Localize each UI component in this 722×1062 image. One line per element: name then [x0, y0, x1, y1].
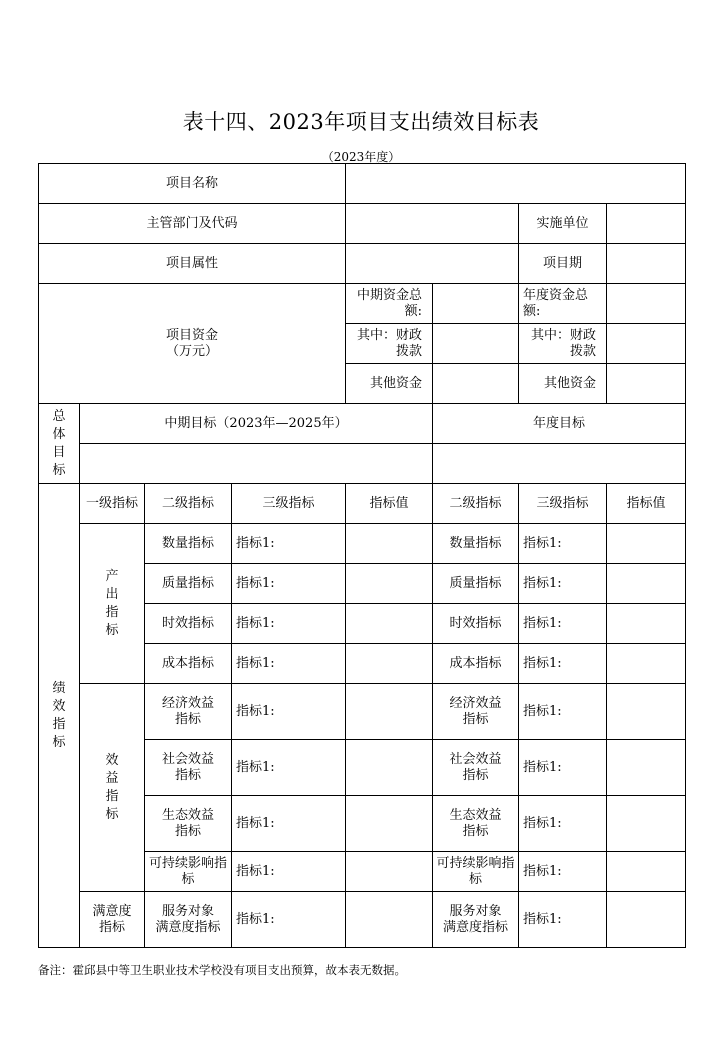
impl-unit-label: 实施单位 [519, 204, 607, 244]
value-cell [607, 644, 686, 684]
table-row [39, 892, 686, 948]
col-header: 二级指标 [433, 484, 519, 524]
col-header: 指标值 [346, 484, 433, 524]
l3-cell: 指标1: [519, 852, 607, 892]
l3-cell: 指标1: [519, 604, 607, 644]
l2-cell: 质量指标 [433, 564, 519, 604]
l3-cell: 指标1: [232, 564, 346, 604]
l2-cell: 服务对象 满意度指标 [433, 892, 519, 948]
mid-other-value [433, 364, 519, 404]
l2-cell: 成本指标 [433, 644, 519, 684]
page-title: 表十四、2023年项目支出绩效目标表 [182, 110, 540, 134]
perf-label: 绩效指标 [39, 484, 80, 948]
l3-cell: 指标1: [519, 644, 607, 684]
l2-cell: 经济效益 指标 [145, 684, 232, 740]
table-row [39, 524, 686, 564]
l3-cell: 指标1: [232, 796, 346, 852]
year-goal-value [433, 444, 686, 484]
l3-cell: 指标1: [232, 684, 346, 740]
dept-label: 主管部门及代码 [39, 204, 346, 244]
project-name-value [346, 164, 686, 204]
attr-value [346, 244, 519, 284]
year-goal-header: 年度目标 [433, 404, 686, 444]
value-cell [607, 740, 686, 796]
value-cell [346, 892, 433, 948]
l3-cell: 指标1: [232, 892, 346, 948]
value-cell [346, 684, 433, 740]
l2-cell: 可持续影响指 标 [145, 852, 232, 892]
l3-cell: 指标1: [519, 684, 607, 740]
year-other-label: 其他资金 [519, 364, 607, 404]
value-cell [346, 644, 433, 684]
col-header: 一级指标 [80, 484, 145, 524]
period-value [607, 244, 686, 284]
l2-cell: 数量指标 [145, 524, 232, 564]
mid-total-value [433, 284, 519, 324]
table-row [39, 444, 686, 484]
year-fiscal-value [607, 324, 686, 364]
l3-cell: 指标1: [232, 644, 346, 684]
l3-cell: 指标1: [519, 796, 607, 852]
l3-cell: 指标1: [232, 524, 346, 564]
l3-cell: 指标1: [232, 604, 346, 644]
table-row [39, 684, 686, 740]
impl-unit-value [607, 204, 686, 244]
satisfaction-label: 满意度 指标 [80, 892, 145, 948]
value-cell [607, 852, 686, 892]
funds-label [39, 284, 346, 404]
l2-cell: 社会效益 指标 [433, 740, 519, 796]
l2-cell: 可持续影响指 标 [433, 852, 519, 892]
funds-unit-text: （万元） [166, 343, 219, 359]
value-cell [607, 892, 686, 948]
value-cell [607, 564, 686, 604]
l2-cell: 经济效益 指标 [433, 684, 519, 740]
l2-cell: 生态效益 指标 [433, 796, 519, 852]
table-row [39, 404, 686, 444]
l3-cell: 指标1: [519, 892, 607, 948]
mid-total-label: 中期资金总额: [346, 284, 433, 324]
l2-cell: 成本指标 [145, 644, 232, 684]
l3-cell: 指标1: [519, 564, 607, 604]
performance-table [38, 163, 686, 948]
value-cell [607, 796, 686, 852]
table-row [39, 284, 686, 324]
l2-cell: 社会效益 指标 [145, 740, 232, 796]
l2-cell: 时效指标 [145, 604, 232, 644]
value-cell [607, 684, 686, 740]
value-cell [346, 852, 433, 892]
col-header: 三级指标 [519, 484, 607, 524]
mid-fiscal-value [433, 324, 519, 364]
l3-cell: 指标1: [232, 740, 346, 796]
period-label: 项目期 [519, 244, 607, 284]
output-label: 产出指标 [80, 524, 145, 684]
value-cell [607, 524, 686, 564]
mid-fiscal-label: 其中：财政拨款 [346, 324, 433, 364]
benefit-label: 效益指标 [80, 684, 145, 892]
l3-cell: 指标1: [519, 524, 607, 564]
table-row [39, 484, 686, 524]
year-total-label: 年度资金总额: [519, 284, 607, 324]
value-cell [607, 604, 686, 644]
year-other-value [607, 364, 686, 404]
year-fiscal-label: 其中：财政拨款 [519, 324, 607, 364]
year-total-value [607, 284, 686, 324]
col-header: 指标值 [607, 484, 686, 524]
dept-value [346, 204, 519, 244]
l2-cell: 生态效益 指标 [145, 796, 232, 852]
attr-label: 项目属性 [39, 244, 346, 284]
l3-cell: 指标1: [232, 852, 346, 892]
col-header: 二级指标 [145, 484, 232, 524]
value-cell [346, 740, 433, 796]
mid-goal-value [80, 444, 433, 484]
l2-cell: 服务对象 满意度指标 [145, 892, 232, 948]
value-cell [346, 796, 433, 852]
l2-cell: 时效指标 [433, 604, 519, 644]
l2-cell: 质量指标 [145, 564, 232, 604]
table-row [39, 204, 686, 244]
mid-other-label: 其他资金 [346, 364, 433, 404]
funds-label-text: 项目资金 [166, 327, 219, 343]
value-cell [346, 564, 433, 604]
table-row [39, 164, 686, 204]
col-header: 三级指标 [232, 484, 346, 524]
value-cell [346, 604, 433, 644]
footnote: 备注：霍邱县中等卫生职业技术学校没有项目支出预算，故本表无数据。 [38, 963, 406, 977]
l2-cell: 数量指标 [433, 524, 519, 564]
overall-label: 总体目标 [39, 404, 80, 484]
project-name-label: 项目名称 [39, 164, 346, 204]
year-label: （2023年度） [321, 150, 401, 164]
table-row [39, 244, 686, 284]
mid-goal-header: 中期目标（2023年—2025年） [80, 404, 433, 444]
l3-cell: 指标1: [519, 740, 607, 796]
value-cell [346, 524, 433, 564]
